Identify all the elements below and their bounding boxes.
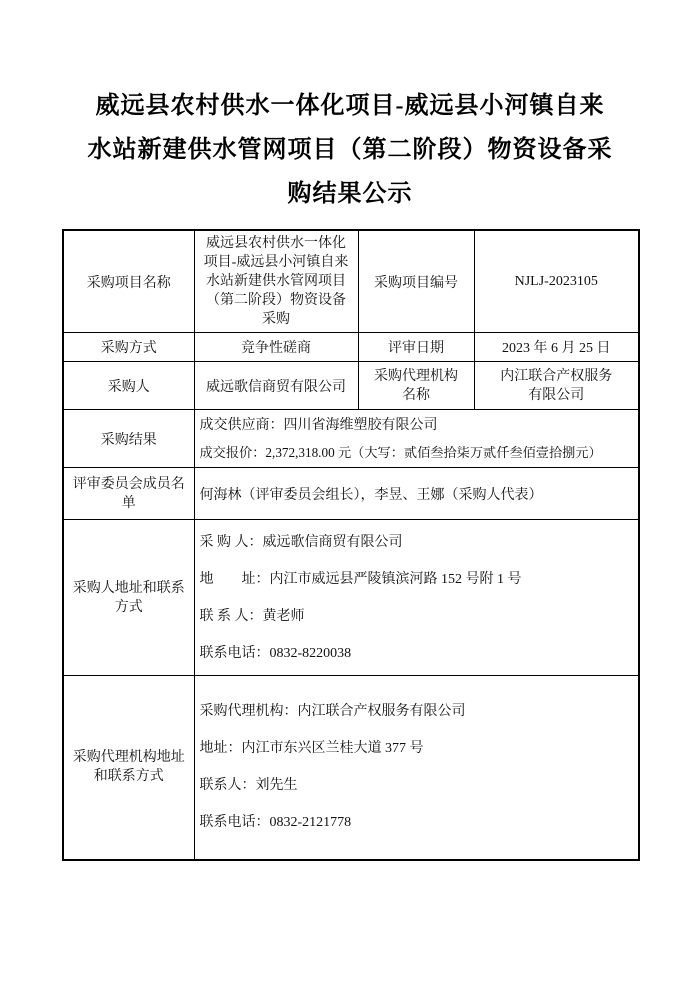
agency-name-value-line-2: 有限公司 [528,387,585,403]
cell-method-value: 竞争性磋商 [194,333,358,362]
agency-contact-address: 地址：内江市东兴区兰桂大道 377 号 [199,741,424,757]
row-committee [63,468,639,520]
cell-method-label: 采购方式 [63,333,194,362]
result-supplier-line: 成交供应商：四川省海维塑胶有限公司 [199,417,438,433]
cell-committee-label: 评审委员会成员名单 [63,468,194,520]
cell-purchaser-contact-label: 采购人地址和联系方式 [63,520,194,676]
document-title [66,84,634,216]
cell-agency-name-label [358,362,474,410]
row-result [63,410,639,468]
cell-project-name-label: 采购项目名称 [63,230,194,333]
agency-name-label-line-2: 名称 [402,387,430,403]
cell-project-number-label: 采购项目编号 [358,230,474,333]
cell-purchaser-contact-value [194,520,639,676]
cell-project-number-value: NJLJ-2023105 [474,230,639,333]
procurement-result-table [62,229,640,861]
agency-contact-name: 采购代理机构：内江联合产权服务有限公司 [199,704,466,720]
document-title-line-1: 威远县农村供水一体化项目-威远县小河镇自来 [95,93,605,119]
purchaser-contact-person: 联 系 人：黄老师 [199,608,305,624]
document-title-line-2: 水站新建供水管网项目（第二阶段）物资设备采 [87,137,613,163]
cell-review-date-value: 2023 年 6 月 25 日 [474,333,639,362]
agency-name-value-line-1: 内江联合产权服务 [500,368,613,384]
cell-result-value [194,410,639,468]
row-project [63,230,639,333]
document-title-line-3: 购结果公示 [287,181,413,207]
row-purchaser [63,362,639,410]
row-agency-contact [63,676,639,860]
cell-agency-contact-label: 采购代理机构地址和联系方式 [63,676,194,860]
cell-review-date-label: 评审日期 [358,333,474,362]
cell-committee-value: 何海林（评审委员会组长），李昱、王娜（采购人代表） [194,468,639,520]
agency-name-label-line-1: 采购代理机构 [374,368,458,384]
result-price-line: 成交报价：2,372,318.00 元（大写：贰佰叁拾柒万贰仟叁佰壹拾捌元） [199,444,602,460]
agency-contact-phone: 联系电话：0832-2121778 [199,815,352,831]
purchaser-contact-address: 地 址：内江市威远县严陵镇滨河路 152 号附 1 号 [199,571,522,587]
cell-purchaser-label: 采购人 [63,362,194,410]
cell-agency-name-value [474,362,639,410]
row-method [63,333,639,362]
purchaser-contact-phone: 联系电话：0832-8220038 [199,645,352,661]
row-purchaser-contact [63,520,639,676]
purchaser-contact-name: 采 购 人：威远歌信商贸有限公司 [199,534,403,550]
cell-result-label: 采购结果 [63,410,194,468]
agency-contact-person: 联系人：刘先生 [199,778,298,794]
cell-purchaser-value: 威远歌信商贸有限公司 [194,362,358,410]
cell-agency-contact-value [194,676,639,860]
cell-project-name-value: 威远县农村供水一体化项目-威远县小河镇自来水站新建供水管网项目（第二阶段）物资设备采购 [194,230,358,333]
